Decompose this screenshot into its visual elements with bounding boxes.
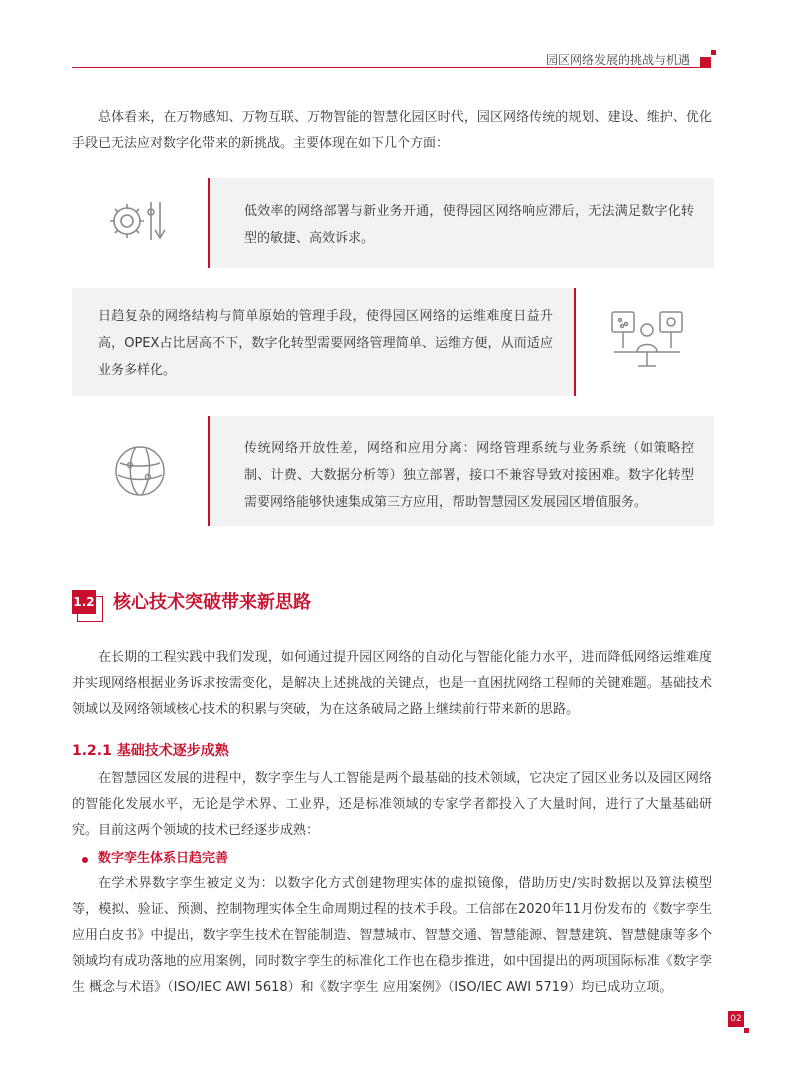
challenge-box-3-accent	[208, 416, 210, 526]
gear-settings-icon	[103, 196, 175, 246]
challenge-1-text: 低效率的网络部署与新业务开通，使得园区网络响应滞后，无法满足数字化转型的敏捷、高效诉求。	[244, 204, 694, 246]
intro-paragraph: 总体看来，在万物感知、万物互联、万物智能的智慧化园区时代，园区网络传统的规划、建设、维护、优化手段已无法应对数字化带来的新挑战。主要体现在如下几个方面：	[72, 110, 712, 151]
bullet-paragraph: 在学术界数字孪生被定义为：以数字化方式创建物理实体的虚拟镜像，借助历史/实时数据以及算法模型等，模拟、验证、预测、控制物理实体全生命周期过程的技术手段。工信部在2020年11月份发布的《数字孪生应用白皮书》中提出，数字孪生技术在智能制造、智慧城市、智慧交通、智慧能源、智慧建筑、智慧健康等多个领域均有成功落地的应用案例，同时数字孪生的标准化工作也在稳步推进，如中国提出的两项国际标准《数字孪生 概念与术语》（ISO/IEC AWI 5618）和《数字孪生 应用案例》（ISO/IEC AWI 5719）均已成功立项。	[72, 876, 712, 995]
challenge-2-text: 日趋复杂的网络结构与简单原始的管理手段，使得园区网络的运维难度日益升高，OPEX占比居高不下，数字化转型需要网络管理简单、运维方便，从而适应业务多样化。	[98, 309, 553, 378]
subsection-paragraph: 在智慧园区发展的进程中，数字孪生与人工智能是两个最基础的技术领域，它决定了园区业务以及园区网络的智能化发展水平，无论是学术界、工业界，还是标准领域的专家学者都投入了大量时间，进行了大量基础研究。目前这两个领域的技术已经逐步成熟：	[72, 771, 712, 838]
page-number: 02	[728, 1011, 744, 1027]
header-square-small-decoration	[711, 50, 716, 55]
challenge-box-1-accent	[208, 178, 210, 268]
bullet-dot	[82, 857, 88, 863]
network-engineer-icon	[610, 308, 686, 372]
challenge-3-text: 传统网络开放性差，网络和应用分离：网络管理系统与业务系统（如策略控制、计费、大数据分析等）独立部署，接口不兼容导致对接困难。数字化转型需要网络能够快速集成第三方应用，帮助智慧园区发展园区增值服务。	[244, 441, 694, 510]
globe-network-icon	[112, 443, 168, 499]
running-header-title: 园区网络发展的挑战与机遇	[545, 53, 690, 67]
section-title: 核心技术突破带来新思路	[113, 592, 311, 613]
header-rule	[72, 67, 710, 68]
header-square-decoration	[700, 57, 711, 68]
bullet-title: 数字孪生体系日趋完善	[98, 851, 229, 866]
page-number-decoration	[744, 1028, 749, 1033]
challenge-box-2-accent	[574, 288, 576, 396]
subsection-title: 1.2.1 基础技术逐步成熟	[72, 743, 229, 759]
section-number-badge: 1.2	[72, 590, 96, 614]
section-paragraph: 在长期的工程实践中我们发现，如何通过提升园区网络的自动化与智能化能力水平，进而降低网络运维难度并实现网络根据业务诉求按需变化，是解决上述挑战的关键点，也是一直困扰网络工程师的关键难题。基础技术领域以及网络领域核心技术的积累与突破，为在这条破局之路上继续前行带来新的思路。	[72, 650, 712, 717]
